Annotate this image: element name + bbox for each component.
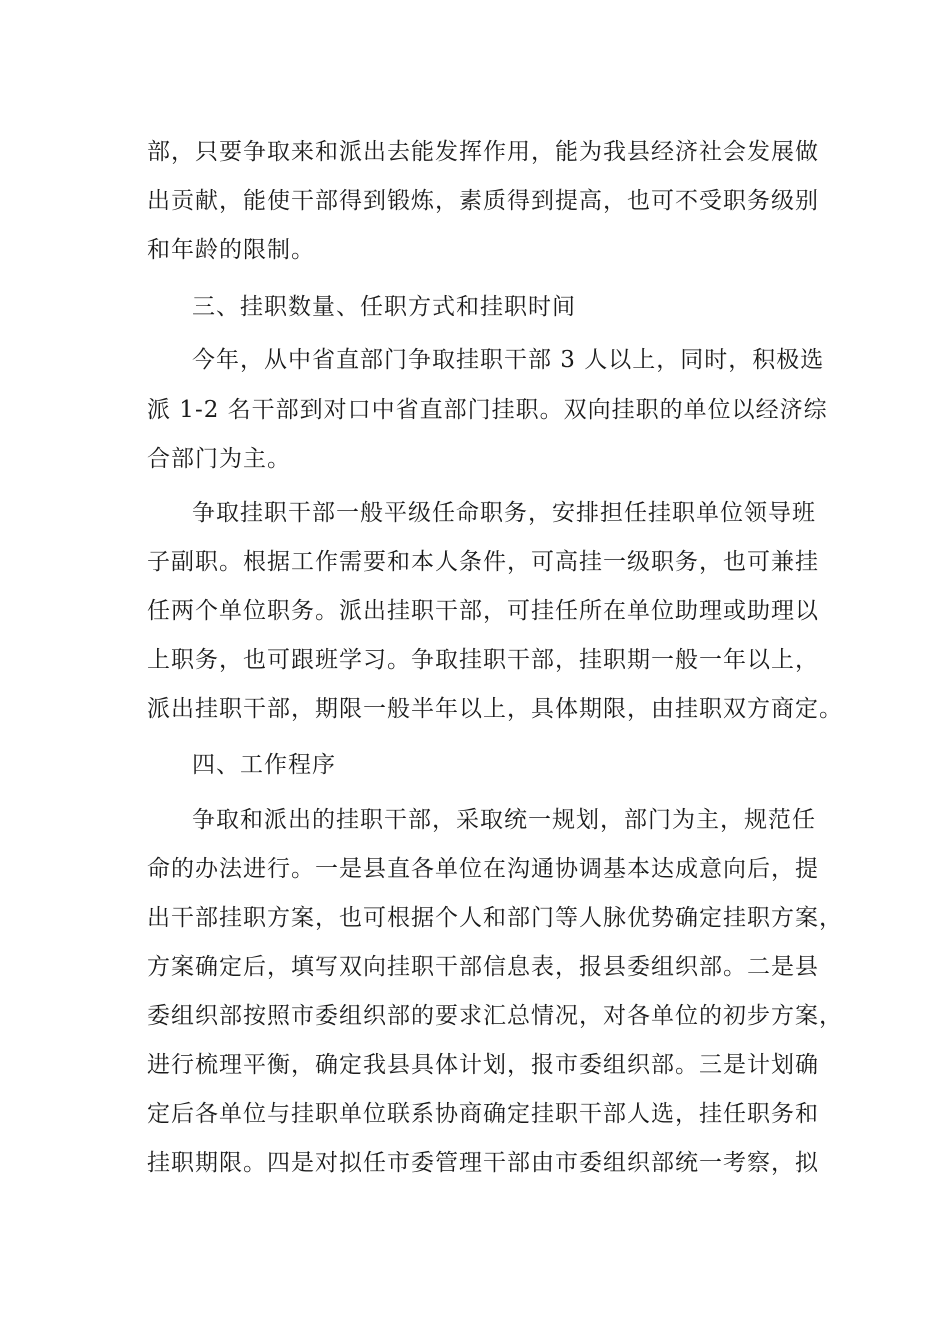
- body-text-line: 部，只要争取来和派出去能发挥作用，能为我县经济社会发展做: [147, 139, 819, 165]
- body-text-line: 子副职。根据工作需要和本人条件，可高挂一级职务，也可兼挂: [147, 549, 819, 575]
- body-text-line: 任两个单位职务。派出挂职干部，可挂任所在单位助理或助理以: [147, 598, 819, 624]
- body-text-line: 出干部挂职方案，也可根据个人和部门等人脉优势确定挂职方案，: [147, 905, 843, 931]
- body-text-line: 出贡献，能使干部得到锻炼，素质得到提高，也可不受职务级别: [147, 188, 819, 214]
- body-text-line: 挂职期限。四是对拟任市委管理干部由市委组织部统一考察，拟: [147, 1150, 819, 1176]
- body-text-line: 委组织部按照市委组织部的要求汇总情况，对各单位的初步方案，: [147, 1003, 843, 1029]
- body-text-line: 争取挂职干部一般平级任命职务，安排担任挂职单位领导班: [192, 500, 816, 526]
- body-text-line: 合部门为主。: [147, 446, 291, 472]
- section-heading: 三、挂职数量、任职方式和挂职时间: [192, 294, 576, 320]
- body-text-line: 争取和派出的挂职干部，采取统一规划，部门为主，规范任: [192, 807, 816, 833]
- body-text-line: 和年龄的限制。: [147, 237, 315, 263]
- body-text-line: 上职务，也可跟班学习。争取挂职干部，挂职期一般一年以上，: [147, 647, 819, 673]
- body-text-line: 定后各单位与挂职单位联系协商确定挂职干部人选，挂任职务和: [147, 1101, 819, 1127]
- body-text-line: 方案确定后，填写双向挂职干部信息表，报县委组织部。二是县: [147, 954, 819, 980]
- body-text-line: 今年，从中省直部门争取挂职干部 3 人以上，同时，积极选: [192, 347, 825, 373]
- body-text-line: 派 1-2 名干部到对口中省直部门挂职。双向挂职的单位以经济综: [147, 397, 828, 423]
- body-text-line: 命的办法进行。一是县直各单位在沟通协调基本达成意向后，提: [147, 856, 819, 882]
- body-text-line: 派出挂职干部，期限一般半年以上，具体期限，由挂职双方商定。: [147, 696, 843, 722]
- body-text-line: 进行梳理平衡，确定我县具体计划，报市委组织部。三是计划确: [147, 1052, 819, 1078]
- section-heading: 四、工作程序: [192, 752, 336, 778]
